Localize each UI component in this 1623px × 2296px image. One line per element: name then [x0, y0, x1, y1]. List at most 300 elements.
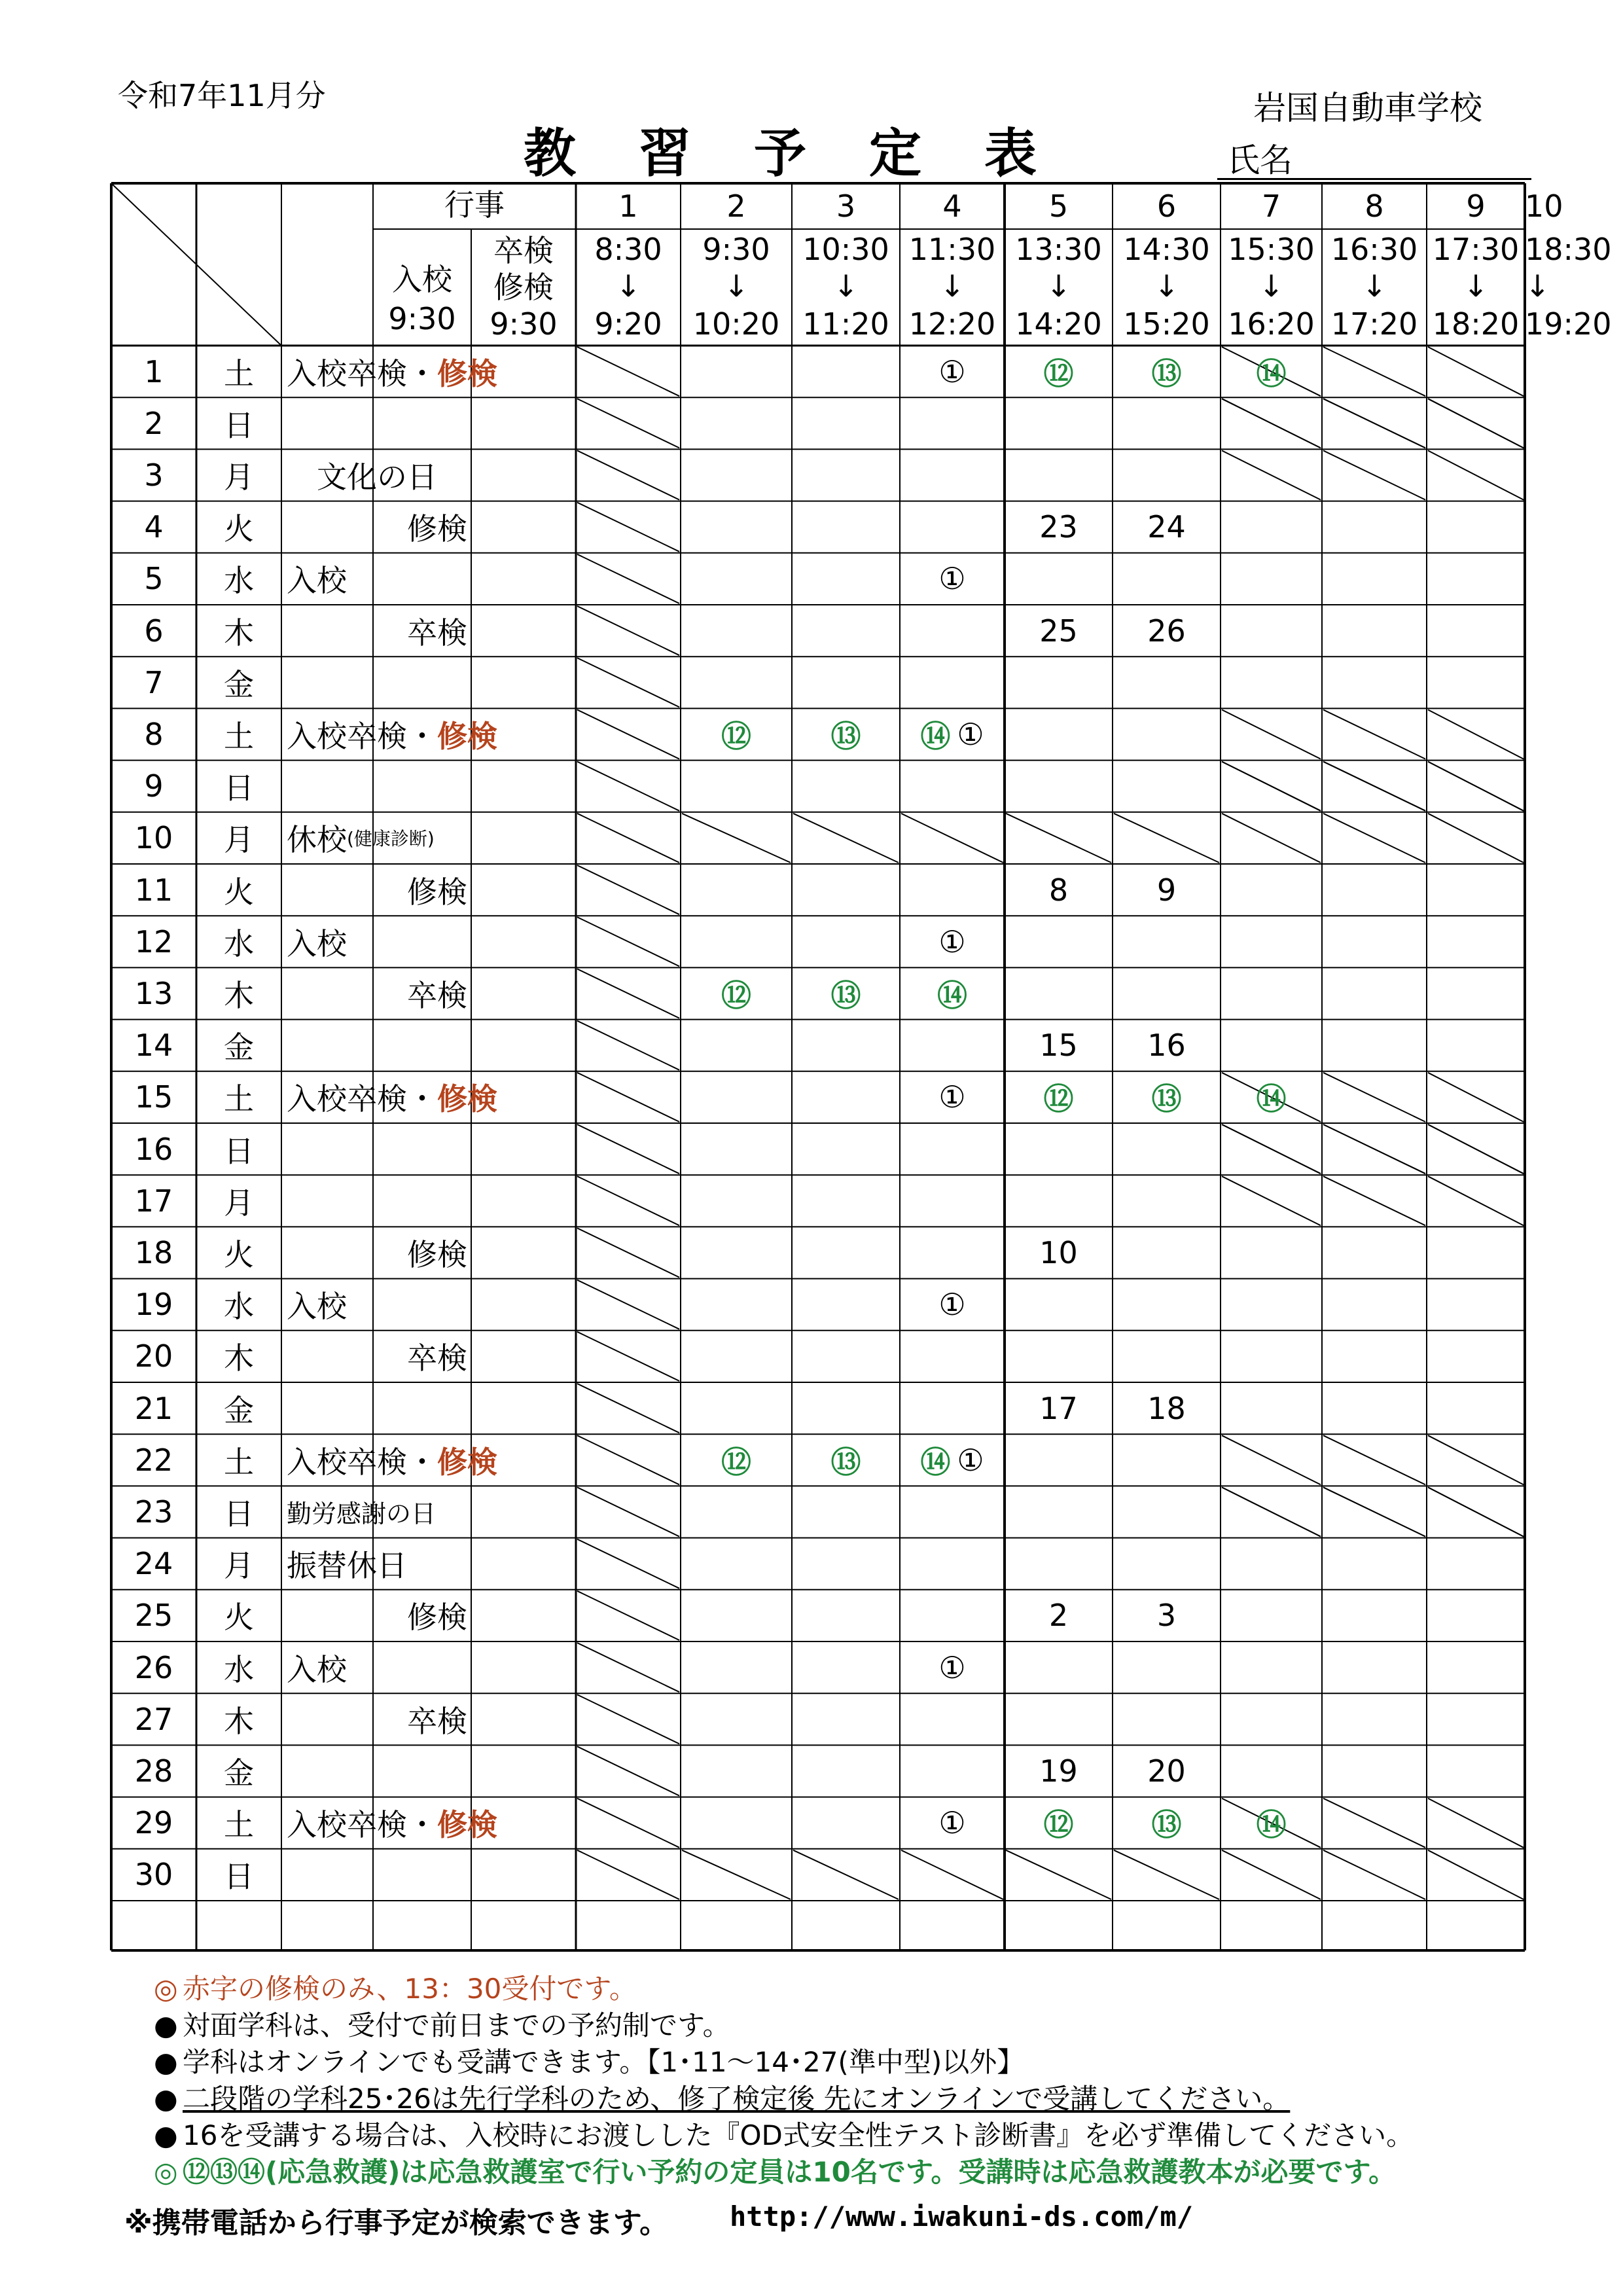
lesson-cell[interactable]	[1005, 501, 1113, 553]
lesson-cell[interactable]	[1113, 1382, 1221, 1434]
period-end: 12:20	[908, 306, 996, 342]
lesson-mark: ⑬	[1151, 1081, 1182, 1117]
event-text: 入校	[287, 563, 347, 599]
grid-line	[1428, 1124, 1524, 1174]
lesson-cell[interactable]	[900, 1797, 1005, 1849]
day-number: 15	[134, 1079, 173, 1115]
lesson-mark: ⑬	[830, 718, 861, 754]
day-number: 6	[144, 613, 164, 649]
weekday: 木	[224, 1340, 254, 1376]
event-text: 修検	[287, 1600, 467, 1636]
lesson-cell[interactable]	[1005, 1745, 1113, 1797]
grid-line	[1323, 814, 1425, 863]
lesson-cell[interactable]	[900, 346, 1005, 397]
period-number: 8	[1364, 188, 1384, 224]
day-number: 30	[134, 1857, 173, 1893]
lesson-cell[interactable]	[900, 1641, 1005, 1693]
event-cell	[281, 1331, 467, 1382]
grid-line	[577, 1643, 679, 1692]
weekday: 日	[224, 1496, 254, 1532]
event-text: 入校	[287, 1651, 347, 1687]
grid-line	[1428, 450, 1524, 499]
period-number: 1	[618, 188, 638, 224]
period-end: 17:20	[1330, 306, 1418, 342]
note-5	[154, 2114, 1414, 2153]
lesson-mark: 16	[1147, 1028, 1186, 1064]
day-number: 17	[134, 1183, 173, 1219]
lesson-mark: 20	[1147, 1753, 1186, 1789]
grid-line	[1323, 1850, 1425, 1899]
event-text: 修検	[437, 718, 497, 754]
event-text: 卒検・	[347, 1807, 437, 1843]
lesson-mark: ⑫	[721, 977, 751, 1013]
grid-line	[577, 1228, 679, 1277]
lesson-cell[interactable]	[1221, 346, 1322, 397]
events-header: 行事	[444, 187, 505, 223]
lesson-mark: ①	[938, 1079, 966, 1115]
grid-line	[901, 1850, 1003, 1899]
lesson-mark: 17	[1039, 1390, 1078, 1426]
month-label: 令和7年11月分	[118, 78, 326, 113]
grid-line	[1222, 1487, 1321, 1536]
lesson-cell[interactable]	[1113, 501, 1221, 553]
grid-line	[1323, 762, 1425, 811]
lesson-mark: ⑭	[1256, 1081, 1287, 1117]
lesson-cell[interactable]	[792, 967, 900, 1019]
weekday: 水	[224, 1289, 254, 1325]
grid-line	[1428, 1850, 1524, 1899]
grid-line	[577, 658, 679, 707]
lesson-cell[interactable]	[1005, 1020, 1113, 1071]
grid-line	[577, 399, 679, 448]
period-start: 13:30	[1015, 232, 1102, 267]
event-text: 休校	[287, 822, 347, 858]
weekday: 土	[224, 1081, 254, 1117]
event-text: 卒検・	[347, 1081, 437, 1117]
grid-line	[1323, 399, 1425, 448]
grid-line	[577, 503, 679, 552]
day-number: 20	[134, 1338, 173, 1374]
event-cell	[281, 967, 467, 1019]
period-start: 18:30	[1525, 232, 1612, 267]
lesson-cell[interactable]	[1113, 1745, 1221, 1797]
event-text: 修検	[437, 1807, 497, 1843]
event-text: 卒検	[287, 1340, 467, 1376]
lesson-cell[interactable]	[900, 1071, 1005, 1123]
period-end: 16:20	[1228, 306, 1315, 342]
grid-line	[682, 814, 791, 863]
period-start: 10:30	[802, 232, 889, 267]
lesson-mark: ⑭	[920, 718, 951, 754]
day-number: 9	[144, 768, 164, 804]
period-number: 10	[1525, 188, 1563, 224]
day-number: 13	[134, 975, 173, 1011]
weekday: 土	[224, 1807, 254, 1843]
weekday: 金	[224, 1392, 254, 1428]
lesson-mark: ①	[938, 1287, 966, 1323]
lesson-mark: ①	[938, 353, 966, 389]
name-label: 氏名	[1227, 141, 1293, 179]
period-arrow: ↓	[1361, 268, 1387, 304]
period-end: 11:20	[802, 306, 889, 342]
event-text: 文化の日	[287, 459, 437, 495]
day-number: 26	[134, 1649, 173, 1685]
period-arrow: ↓	[833, 268, 859, 304]
note-3-text: 学科はオンラインでも受講できます。【1･11～14･27(準中型)以外】	[183, 2046, 1025, 2078]
event-cell	[281, 1693, 467, 1745]
event-cell	[281, 1538, 407, 1590]
event-cell	[281, 1590, 467, 1641]
grid-line	[682, 1850, 791, 1899]
weekday: 火	[224, 1600, 254, 1636]
lesson-cell[interactable]	[1005, 1382, 1113, 1434]
grid-line	[577, 1280, 679, 1329]
nyuko-time: 9:30	[388, 301, 456, 336]
weekday: 水	[224, 925, 254, 961]
event-text: 修検	[287, 511, 467, 547]
grid-line	[1323, 347, 1425, 396]
sotsuken-header: 卒検	[493, 233, 554, 268]
grid-line	[577, 969, 679, 1018]
event-cell	[281, 916, 347, 967]
grid-line	[577, 709, 679, 759]
event-cell	[281, 1279, 347, 1331]
lesson-cell[interactable]	[1113, 1590, 1221, 1641]
weekday: 日	[224, 1133, 254, 1169]
note-6	[154, 2151, 1396, 2190]
grid-line	[1428, 399, 1524, 448]
note-4-mark: ●	[154, 2083, 178, 2115]
lesson-cell[interactable]	[900, 708, 1005, 760]
lesson-cell[interactable]	[1005, 864, 1113, 916]
grid-line	[1428, 1799, 1524, 1848]
day-number: 16	[134, 1131, 173, 1167]
grid-line	[577, 450, 679, 499]
period-number: 9	[1466, 188, 1486, 224]
lesson-mark: 24	[1147, 509, 1186, 545]
period-arrow: ↓	[1046, 268, 1071, 304]
lesson-cell[interactable]	[900, 916, 1005, 967]
grid-line	[1222, 709, 1321, 759]
event-text: (健康診断)	[347, 828, 435, 850]
lesson-cell[interactable]	[900, 1279, 1005, 1331]
lesson-mark: ⑬	[830, 1444, 861, 1480]
lesson-cell[interactable]	[681, 967, 792, 1019]
grid-line	[1006, 814, 1111, 863]
weekday: 水	[224, 563, 254, 599]
lesson-mark: ⑬	[1151, 355, 1182, 391]
grid-line	[577, 1539, 679, 1588]
grid-line	[577, 1435, 679, 1484]
period-number: 7	[1261, 188, 1281, 224]
lesson-mark: ⑭	[1256, 1807, 1287, 1843]
event-text: 振替休日	[287, 1548, 407, 1584]
lesson-cell[interactable]	[1005, 1590, 1113, 1641]
grid-line	[577, 1695, 679, 1744]
grid-line	[1222, 450, 1321, 499]
period-start: 16:30	[1330, 232, 1418, 267]
grid-line	[1323, 1435, 1425, 1484]
lesson-mark: ⑬	[830, 977, 861, 1013]
weekday: 金	[224, 666, 254, 702]
event-cell	[281, 501, 467, 553]
weekday: 土	[224, 1444, 254, 1480]
period-end: 18:20	[1432, 306, 1520, 342]
note-6-circled: ⑫⑬⑭	[183, 2156, 266, 2188]
period-start: 15:30	[1228, 232, 1315, 267]
event-cell	[281, 449, 437, 501]
lesson-mark: 8	[1048, 872, 1069, 908]
grid-line	[577, 1799, 679, 1848]
lesson-cell[interactable]	[1113, 1797, 1221, 1849]
grid-line	[577, 347, 679, 396]
day-number: 24	[134, 1546, 173, 1582]
period-arrow: ↓	[723, 268, 749, 304]
weekday: 火	[224, 511, 254, 547]
lesson-cell[interactable]	[1113, 1020, 1221, 1071]
note-4-text: 二段階の学科25･26は先行学科のため、修了検定後 先にオンラインで受講してください。	[183, 2083, 1291, 2115]
day-number: 27	[134, 1701, 173, 1737]
lesson-mark: ①	[938, 561, 966, 597]
period-arrow: ↓	[1525, 268, 1550, 304]
day-number: 8	[144, 716, 164, 752]
grid-line	[577, 1176, 679, 1225]
grid-line	[1323, 1799, 1425, 1848]
event-cell	[281, 553, 347, 605]
lesson-cell[interactable]	[1113, 864, 1221, 916]
event-text: 卒検	[287, 615, 467, 651]
nyuko-header: 入校	[392, 262, 452, 297]
lesson-mark: 26	[1147, 613, 1186, 649]
grid-line	[1222, 762, 1321, 811]
note-6-text: (応急救護)は応急救護室で行い予約の定員は10名です。受講時は応急救護教本が必要です。	[265, 2156, 1397, 2188]
note-5-mark: ●	[154, 2119, 178, 2151]
weekday: 月	[224, 1548, 254, 1584]
grid-line	[1323, 450, 1425, 499]
weekday: 金	[224, 1030, 254, 1066]
event-text: 入校	[287, 718, 347, 754]
lesson-cell[interactable]	[900, 553, 1005, 605]
period-start: 17:30	[1432, 232, 1520, 267]
weekday: 日	[224, 407, 254, 443]
grid-line	[1428, 1073, 1524, 1122]
lesson-mark: ⑭	[920, 1444, 951, 1480]
shuken-header: 修検	[493, 270, 554, 305]
event-text: 卒検・	[347, 1444, 437, 1480]
grid-line	[577, 1124, 679, 1174]
weekday: 土	[224, 355, 254, 391]
lesson-mark: ⑫	[1043, 1807, 1074, 1843]
weekday: 日	[224, 1859, 254, 1895]
day-number: 3	[144, 457, 164, 493]
lesson-cell[interactable]	[792, 1434, 900, 1486]
day-number: 11	[134, 872, 173, 908]
grid-line	[793, 1850, 899, 1899]
day-number: 1	[144, 353, 164, 389]
grid-line	[1428, 814, 1524, 863]
event-cell	[281, 864, 467, 916]
grid-line	[1428, 347, 1524, 396]
day-number: 18	[134, 1234, 173, 1270]
lesson-cell[interactable]	[1113, 605, 1221, 656]
lesson-mark: ①	[957, 716, 984, 752]
grid-line	[577, 1332, 679, 1381]
page-title: 教習予定表	[524, 123, 1099, 184]
period-arrow: ↓	[1154, 268, 1179, 304]
grid-line	[577, 1746, 679, 1795]
grid-line	[577, 1487, 679, 1536]
grid-line	[1222, 1850, 1321, 1899]
lesson-cell[interactable]	[1221, 1071, 1322, 1123]
event-cell	[281, 346, 497, 397]
grid-line	[1114, 814, 1219, 863]
weekday: 月	[224, 822, 254, 858]
weekday: 水	[224, 1651, 254, 1687]
lesson-mark: 18	[1147, 1390, 1186, 1426]
note-4	[154, 2077, 1290, 2117]
lesson-cell[interactable]	[900, 967, 1005, 1019]
event-text: 修検	[287, 874, 467, 910]
period-end: 14:20	[1015, 306, 1102, 342]
lesson-mark: ⑭	[937, 977, 967, 1013]
lesson-cell[interactable]	[1113, 1071, 1221, 1123]
lesson-mark: ⑫	[1043, 1081, 1074, 1117]
grid-line	[1323, 1176, 1425, 1225]
lesson-cell[interactable]	[681, 708, 792, 760]
event-text: 卒検	[287, 1703, 467, 1739]
lesson-cell[interactable]	[1005, 346, 1113, 397]
weekday: 木	[224, 615, 254, 651]
period-number: 2	[726, 188, 746, 224]
lesson-cell[interactable]	[1005, 1797, 1113, 1849]
grid-line	[1323, 1073, 1425, 1122]
footer-url[interactable]: http://www.iwakuni-ds.com/m/	[730, 2200, 1194, 2233]
grid-line	[1222, 399, 1321, 448]
day-number: 10	[134, 820, 173, 856]
lesson-mark: 15	[1039, 1028, 1078, 1064]
grid-line	[1006, 1850, 1111, 1899]
lesson-cell[interactable]	[681, 1434, 792, 1486]
event-cell	[281, 1227, 467, 1278]
period-start: 11:30	[908, 232, 996, 267]
lesson-cell[interactable]	[1113, 346, 1221, 397]
event-text: 入校	[287, 1081, 347, 1117]
grid-line	[793, 814, 899, 863]
grid-line	[1428, 709, 1524, 759]
note-3	[154, 2041, 1024, 2080]
grid-line	[1323, 709, 1425, 759]
event-text: 入校	[287, 1807, 347, 1843]
grid-line	[577, 1850, 679, 1899]
lesson-mark: 25	[1039, 613, 1078, 649]
lesson-cell[interactable]	[1005, 605, 1113, 656]
grid-line	[1428, 762, 1524, 811]
day-number: 23	[134, 1494, 173, 1530]
day-number: 25	[134, 1598, 173, 1634]
event-text: 入校	[287, 925, 347, 961]
note-5-text: 16を受講する場合は、入校時にお渡しした『OD式安全性テスト診断書』を必ず準備してください。	[183, 2119, 1414, 2151]
event-cell	[281, 1486, 436, 1537]
weekday: 火	[224, 874, 254, 910]
note-2-mark: ●	[154, 2009, 178, 2041]
note-2	[154, 2004, 730, 2043]
event-text: 修検	[287, 1236, 467, 1272]
period-arrow: ↓	[939, 268, 965, 304]
lesson-mark: ①	[938, 924, 966, 960]
grid-line	[577, 606, 679, 655]
grid-line	[577, 1073, 679, 1122]
period-start: 9:30	[702, 232, 770, 267]
day-number: 5	[144, 561, 164, 597]
period-arrow: ↓	[1463, 268, 1489, 304]
lesson-mark: 23	[1039, 509, 1078, 545]
lesson-mark: 3	[1156, 1598, 1177, 1634]
day-number: 12	[134, 924, 173, 960]
lesson-cell[interactable]	[1005, 1071, 1113, 1123]
day-number: 22	[134, 1442, 173, 1478]
period-number: 6	[1156, 188, 1177, 224]
grid-line	[1222, 1176, 1321, 1225]
note-3-mark: ●	[154, 2046, 178, 2078]
lesson-mark: ①	[957, 1442, 984, 1478]
event-text: 入校	[287, 1444, 347, 1480]
event-text: 卒検	[287, 977, 467, 1013]
grid-line	[577, 554, 679, 603]
event-cell	[281, 1641, 347, 1693]
lesson-cell[interactable]	[900, 1434, 1005, 1486]
grid-line	[577, 917, 679, 966]
period-end: 15:20	[1123, 306, 1210, 342]
day-number: 4	[144, 509, 164, 545]
lesson-mark: ⑬	[1151, 1807, 1182, 1843]
grid-line	[1222, 1435, 1321, 1484]
weekday: 月	[224, 459, 254, 495]
lesson-cell[interactable]	[792, 708, 900, 760]
grid-line	[1323, 1487, 1425, 1536]
grid-line	[577, 1384, 679, 1433]
day-number: 28	[134, 1753, 173, 1789]
lesson-cell[interactable]	[1221, 1797, 1322, 1849]
period-arrow: ↓	[615, 268, 641, 304]
lesson-mark: ⑫	[721, 718, 751, 754]
period-number: 3	[836, 188, 856, 224]
grid-line	[577, 814, 679, 863]
event-text: 勤労感謝の日	[287, 1499, 437, 1529]
period-number: 4	[942, 188, 962, 224]
day-number: 29	[134, 1805, 173, 1841]
grid-line	[1222, 1124, 1321, 1174]
note-2-text: 対面学科は、受付で前日までの予約制です。	[183, 2009, 730, 2041]
lesson-mark: 10	[1039, 1234, 1078, 1270]
event-text: 修検	[437, 1081, 497, 1117]
day-number: 14	[134, 1028, 173, 1064]
event-cell	[281, 708, 497, 760]
lesson-mark: 2	[1048, 1598, 1069, 1634]
event-text: 卒検・	[347, 355, 437, 391]
lesson-mark: ⑫	[721, 1444, 751, 1480]
grid-line	[577, 1591, 679, 1640]
period-end: 10:20	[692, 306, 780, 342]
school-name: 岩国自動車学校	[1253, 89, 1482, 127]
lesson-mark: ⑫	[1043, 355, 1074, 391]
lesson-cell[interactable]	[1005, 1227, 1113, 1278]
event-cell	[281, 1434, 497, 1486]
day-number: 2	[144, 405, 164, 441]
grid-line	[1428, 1435, 1524, 1484]
event-text: 入校	[287, 355, 347, 391]
note-1	[154, 1967, 637, 2007]
grid-line	[901, 814, 1003, 863]
